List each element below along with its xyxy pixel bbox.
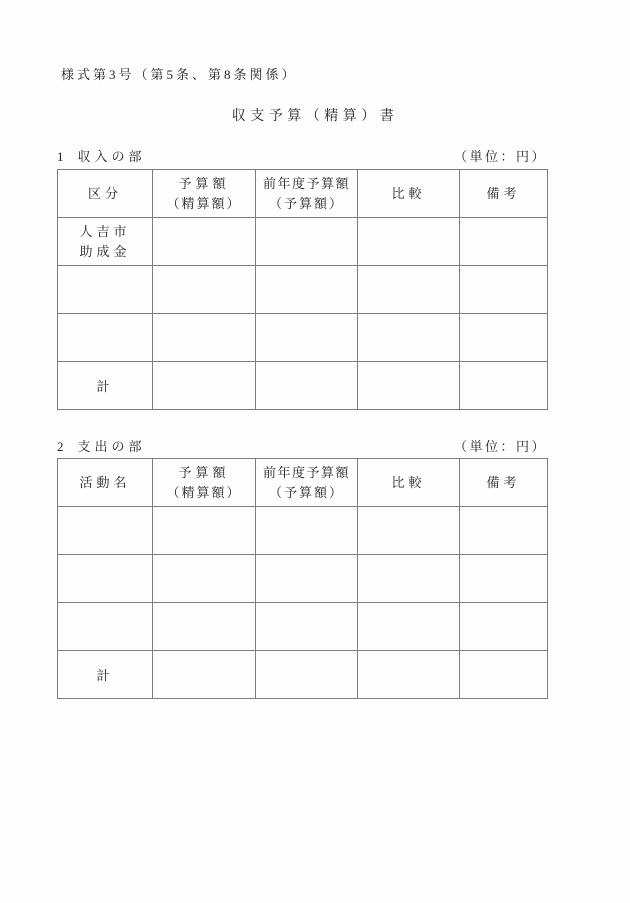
- income-header-comparison: [358, 170, 460, 218]
- header-text: 備考: [486, 474, 521, 490]
- empty-cell: [358, 507, 460, 555]
- empty-cell: [256, 314, 358, 362]
- income-header-budget: [153, 170, 256, 218]
- empty-cell: [256, 266, 358, 314]
- empty-cell: [256, 555, 358, 603]
- empty-cell: [358, 362, 460, 410]
- empty-cell: [460, 218, 548, 266]
- empty-cell: [256, 603, 358, 651]
- empty-cell: [58, 507, 153, 555]
- income-section-name: 収入の部: [77, 149, 146, 164]
- empty-cell: [460, 603, 548, 651]
- expense-header-prev-year: [256, 459, 358, 507]
- row-label-line: 助成金: [79, 243, 131, 259]
- empty-cell: [460, 651, 548, 699]
- expense-header-budget: [153, 459, 256, 507]
- empty-cell: [358, 266, 460, 314]
- income-header-row: [58, 170, 548, 218]
- expense-section-label: [57, 436, 146, 455]
- empty-cell: [153, 218, 256, 266]
- empty-cell: [358, 555, 460, 603]
- income-total-row: [58, 362, 548, 410]
- income-row-blank: [58, 266, 548, 314]
- income-row-blank: [58, 314, 548, 362]
- empty-cell: [460, 555, 548, 603]
- empty-cell: [153, 651, 256, 699]
- income-row-label: [58, 218, 153, 266]
- empty-cell: [153, 314, 256, 362]
- empty-cell: [153, 603, 256, 651]
- empty-cell: [153, 555, 256, 603]
- expense-section-head: [57, 436, 547, 455]
- income-section-head: [57, 146, 547, 165]
- header-text: 比較: [391, 474, 426, 490]
- income-section-label: [57, 146, 146, 165]
- empty-cell: [460, 266, 548, 314]
- header-text: 前年度予算額: [262, 464, 350, 480]
- income-header-category: [58, 170, 153, 218]
- expense-row-blank: [58, 555, 548, 603]
- header-text: 予算額: [178, 464, 230, 480]
- header-text: 比較: [391, 185, 426, 201]
- empty-cell: [256, 218, 358, 266]
- header-text: 活動名: [79, 474, 131, 490]
- empty-cell: [460, 314, 548, 362]
- empty-cell: [358, 314, 460, 362]
- expense-unit-note: （単位：円）: [453, 439, 547, 454]
- empty-cell: [256, 651, 358, 699]
- expense-header-remarks: [460, 459, 548, 507]
- income-unit-note: （単位：円）: [453, 149, 547, 164]
- expense-total-label: 計: [58, 651, 153, 699]
- header-text: 前年度予算額: [262, 175, 350, 191]
- expense-header-row: [58, 459, 548, 507]
- empty-cell: [358, 651, 460, 699]
- header-subtext: （精算額）: [166, 195, 242, 211]
- empty-cell: [153, 362, 256, 410]
- header-subtext: （予算額）: [268, 195, 344, 211]
- income-section-number: 1: [57, 149, 64, 164]
- empty-cell: [256, 362, 358, 410]
- header-text: 区分: [87, 185, 122, 201]
- form-number-label: 様式第3号（第5条、第8条関係）: [61, 67, 298, 82]
- empty-cell: [460, 507, 548, 555]
- expense-row-blank: [58, 507, 548, 555]
- expense-row-blank: [58, 603, 548, 651]
- empty-cell: [153, 507, 256, 555]
- header-subtext: （予算額）: [268, 484, 344, 500]
- header-subtext: （精算額）: [166, 484, 242, 500]
- income-header-remarks: [460, 170, 548, 218]
- expense-table: [57, 458, 548, 699]
- empty-cell: [153, 266, 256, 314]
- header-text: 予算額: [178, 175, 230, 191]
- expense-section-name: 支出の部: [77, 439, 146, 454]
- header-text: 備考: [486, 185, 521, 201]
- empty-cell: [58, 603, 153, 651]
- expense-header-activity: [58, 459, 153, 507]
- page-title: 収支予算（精算）書: [231, 109, 399, 124]
- empty-cell: [256, 507, 358, 555]
- empty-cell: [58, 555, 153, 603]
- empty-cell: [58, 266, 153, 314]
- expense-total-row: [58, 651, 548, 699]
- empty-cell: [58, 314, 153, 362]
- income-total-label: 計: [58, 362, 153, 410]
- income-table: [57, 169, 548, 410]
- row-label-line: 人吉市: [79, 223, 131, 239]
- income-row-subsidy: [58, 218, 548, 266]
- empty-cell: [358, 218, 460, 266]
- empty-cell: [358, 603, 460, 651]
- empty-cell: [460, 362, 548, 410]
- income-header-prev-year: [256, 170, 358, 218]
- expense-section-number: 2: [57, 439, 64, 454]
- expense-header-comparison: [358, 459, 460, 507]
